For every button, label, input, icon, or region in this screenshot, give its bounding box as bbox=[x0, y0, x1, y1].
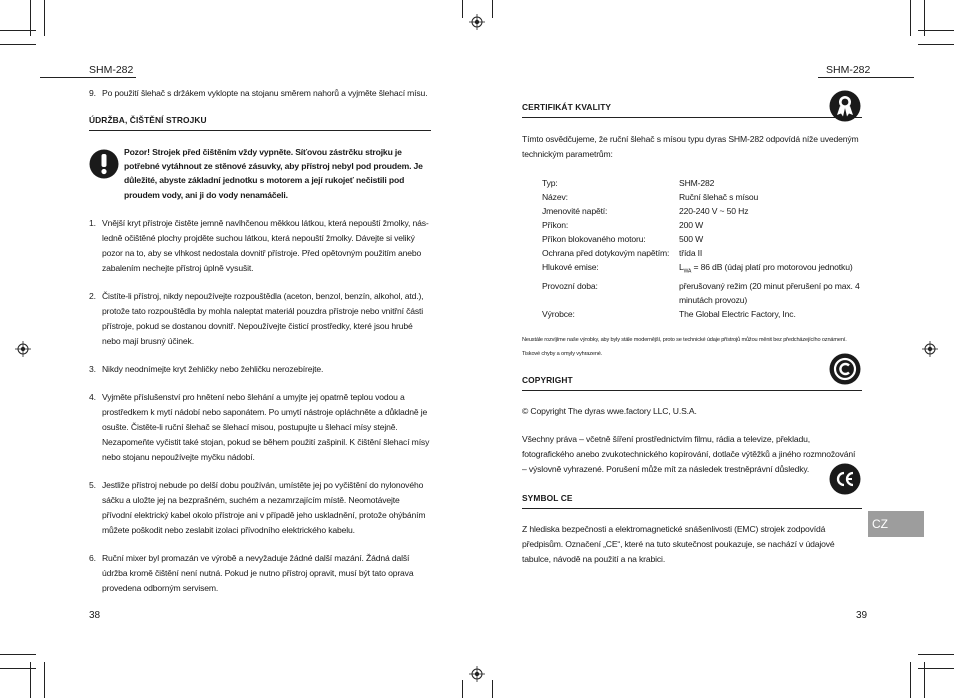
list-item bbox=[89, 289, 431, 349]
item-text: Čistíte-li přístroj, nikdy nepoužívejte rozpouštědla (aceton, benzol, benzín, alkohol, atd.), protože tato rozpouštědla by mohla naleptat materiál pouzdra přístroje nebo vnitřní části přístroje, pokud se dostanou dovnitř. Nepoužívejte čisticí prostředky, které jsou hrubé nebo mají brusný účinek. bbox=[102, 290, 424, 346]
language-tab-cz: CZ bbox=[868, 511, 924, 537]
noise-subscript: WA bbox=[683, 268, 692, 275]
item-text: Nikdy neodnímejte kryt žehličky nebo žehličku nerozebírejte. bbox=[102, 363, 324, 374]
spec-value: přerušovaný režim (20 minut přerušení po max. 4 minutách provozu) bbox=[679, 280, 860, 305]
table-row bbox=[542, 246, 862, 260]
spec-value: 220-240 V ~ 50 Hz bbox=[679, 206, 749, 216]
item-number: 4. bbox=[89, 391, 96, 402]
item-number: 3. bbox=[89, 363, 96, 374]
registration-mark-icon bbox=[922, 341, 938, 357]
crop-mark bbox=[910, 662, 911, 698]
spec-value-noise bbox=[679, 260, 862, 279]
spec-value: SHM-282 bbox=[679, 178, 715, 188]
table-row bbox=[542, 218, 862, 232]
spec-value: 500 W bbox=[679, 234, 704, 244]
spec-value: 200 W bbox=[679, 220, 704, 230]
list-item bbox=[89, 551, 431, 596]
table-row bbox=[542, 176, 862, 190]
page-number-left: 38 bbox=[89, 610, 101, 621]
disclaimer: Neustále rozvíjíme naše výrobky, aby byly stále modernější, proto se technické údaje přístrojů můžou měnit bez předcházejícího oznámení. Tiskové chyby a omyly vyhrazené. bbox=[522, 336, 847, 357]
copyright-line: © Copyright The dyras wwe.factory LLC, U.S.A. bbox=[522, 405, 697, 416]
exclamation-icon bbox=[89, 149, 119, 179]
left-page-content bbox=[89, 86, 431, 609]
section-title-certificate: CERTIFIKÁT KVALITY bbox=[522, 100, 862, 118]
item-text: Ruční mixer byl promazán ve výrobě a nevyžaduje žádné další mazání. Žádná další údržba kromě čištění není nutná. Pokud je nutno přístroj opravit, musí být tato oprava provedena odborným servisem. bbox=[102, 552, 414, 593]
item-number: 2. bbox=[89, 290, 96, 301]
item-text: Jestliže přístroj nebude po delší dobu používán, umístěte jej po vyčištění do nylonového sáčku a uložte jej na bezprašném, suchém a nezamrzajícím místě. Neomotávejte přívodní elektrický kabel okolo přístroje ani v případě jeho uskladnění, protože ohýbáním můžete poškodit nebo zeslabit izolaci přívodního elektrického kabelu. bbox=[102, 479, 426, 535]
item-text: Po použití šlehač s držákem vyklopte na stojanu směrem nahorů a vyjměte šlehací mísu. bbox=[102, 88, 428, 98]
spec-value: Ruční šlehač s mísou bbox=[679, 192, 759, 202]
spec-value: The Global Electric Factory, Inc. bbox=[679, 308, 796, 319]
crop-mark bbox=[918, 44, 954, 45]
ce-text: Z hlediska bezpečnosti a elektromagnetické snášenlivosti (EMC) strojek zodpovídá předpisům. Označení „CE“, které na tuto skutečnost poukazuje, se nachází v údajové tabulce, návodě na použití a na krabici. bbox=[522, 523, 835, 564]
page-number-right: 39 bbox=[856, 610, 868, 621]
noise-symbol: L bbox=[679, 262, 684, 272]
model-header-right: SHM-282 bbox=[826, 64, 871, 76]
crop-mark bbox=[0, 44, 36, 45]
table-row bbox=[542, 204, 862, 218]
spec-label: Příkon blokovaného motoru: bbox=[542, 234, 646, 244]
list-item bbox=[89, 478, 431, 538]
spec-value: třída II bbox=[679, 248, 703, 258]
table-row bbox=[542, 279, 862, 307]
crop-mark bbox=[492, 0, 493, 18]
spec-label: Hlukové emise: bbox=[542, 262, 599, 272]
crop-mark bbox=[0, 668, 36, 669]
header-rule bbox=[40, 77, 136, 78]
table-row bbox=[542, 260, 862, 279]
crop-mark bbox=[44, 662, 45, 698]
section-title-copyright: COPYRIGHT bbox=[522, 373, 862, 391]
crop-mark bbox=[0, 654, 36, 655]
registration-mark-icon bbox=[469, 14, 485, 30]
maintenance-list bbox=[89, 216, 431, 596]
registration-mark-icon bbox=[15, 341, 31, 357]
list-item bbox=[89, 86, 431, 101]
list-item bbox=[89, 362, 431, 377]
section-title-ce: SYMBOL CE bbox=[522, 491, 862, 509]
copyright-icon bbox=[829, 353, 861, 385]
table-row bbox=[542, 232, 862, 246]
spec-label: Ochrana před dotykovým napětím: bbox=[542, 248, 670, 258]
list-item bbox=[89, 216, 431, 276]
model-header-left: SHM-282 bbox=[89, 64, 134, 76]
crop-mark bbox=[44, 0, 45, 36]
list-item bbox=[89, 390, 431, 465]
crop-mark bbox=[910, 0, 911, 36]
item-number: 5. bbox=[89, 479, 96, 490]
crop-mark bbox=[462, 680, 463, 698]
award-ribbon-icon bbox=[829, 90, 861, 122]
item-number: 6. bbox=[89, 552, 96, 563]
table-row bbox=[542, 307, 862, 321]
spec-label: Název: bbox=[542, 192, 568, 202]
item-number: 1. bbox=[89, 217, 96, 228]
certificate-intro: Tímto osvědčujeme, že ruční šlehač s mísou typu dyras SHM-282 odpovídá níže uvedeným technickým parametrům: bbox=[522, 134, 859, 159]
spec-label: Příkon: bbox=[542, 220, 569, 230]
crop-mark bbox=[918, 668, 954, 669]
crop-mark bbox=[492, 680, 493, 698]
crop-mark bbox=[462, 0, 463, 18]
warning-block bbox=[89, 145, 431, 202]
copyright-text: Všechny práva – včetně šíření prostřednictvím filmu, rádia a televize, překladu, fotografického anebo zvukotechnického kopírování, dotlače výtěžků a jiného rozmnožování – výslovně vyhrazené. Porušení může mít za následek trestněprávní důsledky. bbox=[522, 433, 856, 474]
spec-table bbox=[542, 176, 862, 321]
registration-mark-icon bbox=[469, 666, 485, 682]
spec-label: Provozní doba: bbox=[542, 280, 598, 291]
crop-mark bbox=[918, 30, 954, 31]
item-number: 9. bbox=[89, 88, 96, 98]
crop-mark bbox=[0, 30, 36, 31]
crop-mark bbox=[918, 654, 954, 655]
warning-text: Pozor! Strojek před čištěním vždy vypněte. Síťovou zástrčku strojku je potřebné vytáhnout ze stěnové zásuvky, aby přístroj nebyl pod proudem. Je důležité, abyste základní jednotku s motorem a její rukojeť nečistili pod proudem vody, ani ji do vody nenamáčeli. bbox=[124, 147, 423, 200]
item-text: Vnější kryt přístroje čistěte jemně navlhčenou měkkou látkou, která nepouští žmolky, nás-ledně očištěné plochy projděte suchou látkou, která nepouští žmolky. Dávejte si veliký pozor na to, aby se vlhkost nedostala dovnitř přístroje. Před opětovným použitím anebo zabalením nechejte přístroj úplně vysušit. bbox=[102, 217, 429, 273]
spec-value: = 86 dB (údaj platí pro motorovou jednotku) bbox=[691, 262, 853, 272]
section-title-maintenance: ÚDRŽBA, ČIŠTĚNÍ STROJKU bbox=[89, 113, 431, 131]
spec-label: Jmenovité napětí: bbox=[542, 206, 608, 216]
spec-label: Typ: bbox=[542, 178, 558, 188]
ce-mark-icon bbox=[829, 463, 861, 495]
right-page-content bbox=[522, 100, 862, 567]
item-text: Vyjměte příslušenství pro hnětení nebo šlehání a umyjte jej opatrně teplou vodou a prostředkem k mytí nádobí nebo saponátem. Po umytí nástroje opláchněte a důkladně je osušte. Čistěte-li ruční šlehač se šlehací misou, postupujte u šlehací mísy stejně. Nezapomeňte vyčistit také stojan, pokud se během použití zašpinil. K čištění šlehací mísy nebo stojanu nepoužívejte myčku nádobí. bbox=[102, 391, 430, 462]
header-rule bbox=[818, 77, 914, 78]
spec-label: Výrobce: bbox=[542, 308, 575, 319]
table-row bbox=[542, 190, 862, 204]
